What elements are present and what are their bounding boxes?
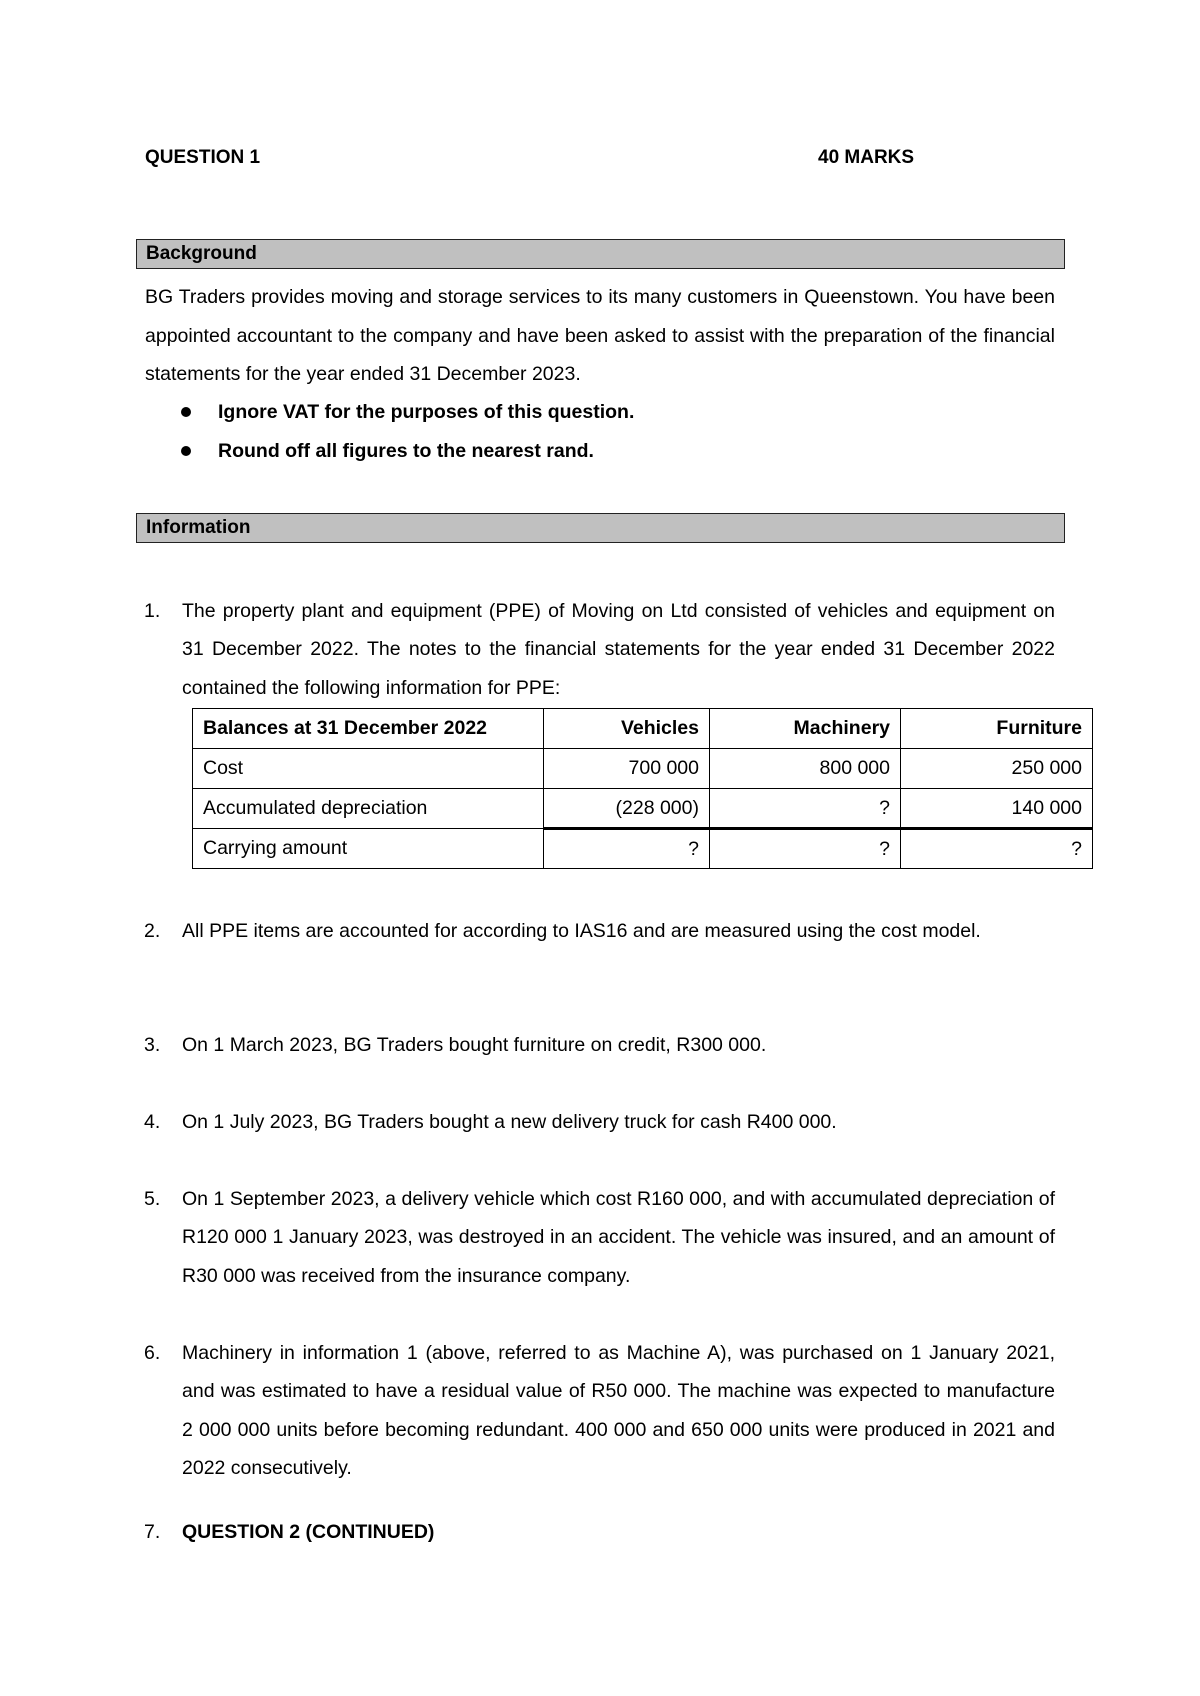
table-cell: 700 000 [544,749,710,789]
table-header-cell: Machinery [710,709,901,749]
item-number: 6. [144,1342,161,1364]
question-title: QUESTION 1 [145,147,261,168]
table-cell: 800 000 [710,749,901,789]
item-number: 2. [144,920,161,942]
background-heading: Background [136,239,1065,269]
table-header-row [193,709,1093,749]
item-text: On 1 September 2023, a delivery vehicle which cost R160 000, and with accumulated depreciation of R120 000 1 January 2023, was destroyed in an accident. The vehicle was insured, and an amount of R30 000 was received from the insurance company. [182,1188,1055,1287]
table-row [193,829,1093,869]
item-number: 7. [144,1521,161,1543]
item-text: On 1 March 2023, BG Traders bought furniture on credit, R300 000. [182,1034,767,1056]
question-marks: 40 MARKS [818,147,915,168]
item-number: 4. [144,1111,161,1133]
table-header-cell: Furniture [901,709,1093,749]
item-number: 1. [144,600,161,622]
item-text: QUESTION 2 (CONTINUED) [182,1521,435,1543]
ppe-balances-table [192,708,1093,869]
item-number: 3. [144,1034,161,1056]
item-text: Machinery in information 1 (above, referred to as Machine A), was purchased on 1 January 2021, and was estimated to have a residual value of R50 000. The machine was expected to manufacture 2 000 000 units before becoming redundant. 400 000 and 650 000 units were produced in 2021 and 2022 consecutively. [182,1342,1055,1479]
table-header-cell: Vehicles [544,709,710,749]
table-cell: ? [544,829,710,869]
item-text: On 1 July 2023, BG Traders bought a new delivery truck for cash R400 000. [182,1111,837,1133]
table-cell: ? [710,829,901,869]
background-paragraph: BG Traders provides moving and storage services to its many customers in Queenstown. You have been appointed accountant to the company and have been asked to assist with the preparation of the financial statements for the year ended 31 December 2023. [145,286,1055,385]
table-cell: (228 000) [544,789,710,829]
table-cell: ? [710,789,901,829]
table-row [193,789,1093,829]
table-header-cell: Balances at 31 December 2022 [193,709,544,749]
table-cell: Accumulated depreciation [193,789,544,829]
information-heading: Information [136,513,1065,543]
table-row [193,749,1093,789]
bullet-ignore-vat: Ignore VAT for the purposes of this question. [218,401,635,423]
item-text: All PPE items are accounted for according to IAS16 and are measured using the cost model. [182,920,981,942]
table-cell: 250 000 [901,749,1093,789]
table-cell: 140 000 [901,789,1093,829]
item-number: 5. [144,1188,161,1210]
table-cell: Carrying amount [193,829,544,869]
table-cell: ? [901,829,1093,869]
bullet-icon [181,446,191,456]
bullet-icon [181,407,191,417]
table-cell: Cost [193,749,544,789]
bullet-round-off: Round off all figures to the nearest rand. [218,440,594,462]
item-text: The property plant and equipment (PPE) of Moving on Ltd consisted of vehicles and equipment on 31 December 2022. The notes to the financial statements for the year ended 31 December 2022 contained the following information for PPE: [182,600,1055,699]
